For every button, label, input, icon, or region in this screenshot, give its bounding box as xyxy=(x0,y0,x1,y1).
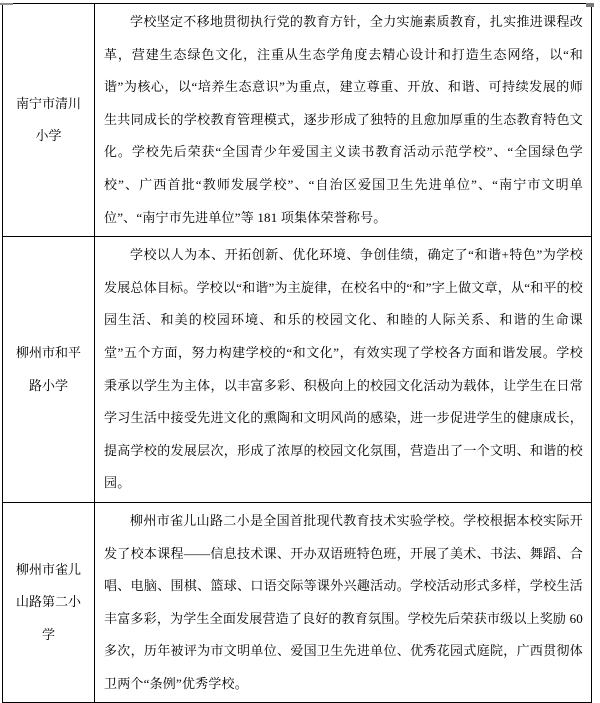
school-name: 柳州市和平路小学 xyxy=(15,345,81,393)
crop-artifact-left xyxy=(0,3,13,5)
school-description-cell xyxy=(95,237,592,503)
school-description: 柳州市雀儿山路二小是全国首批现代教育技术实验学校。学校根据本校实际开发了校本课程——信息技术课、开办双语班特色班，开展了美术、书法、舞蹈、合唱、电脑、围棋、篮球、口语交际等课外兴趣活动。学校活动形式多样，学校生活丰富多彩，为学生全面发展营造了良好的教育氛围。学校先后荣获市级以上奖励 60 多次，历年被评为市文明单位、爱国卫生先进单位、优秀花园式庭院，广西贯彻体卫两个“条例”优秀学校。 xyxy=(104,512,583,691)
table-row xyxy=(3,4,592,237)
school-name-cell xyxy=(3,4,95,237)
school-name-cell xyxy=(3,237,95,503)
crop-artifact-right xyxy=(586,3,594,7)
school-description: 学校以人为本、开拓创新、优化环境、争创佳绩，确定了“和谐+特色”为学校发展总体目标。学校以“和谐”为主旋律，在校名中的“和”字上做文章，从“和平的校园生活、和美的校园环境、和乐的校园文化、和睦的人际关系、和谐的生命课堂”五个方面，努力构建学校的“和文化”，有效实现了学校各方面和谐发展。学校秉承以学生为主体，以丰富多彩、积极向上的校园文化活动为载体，让学生在日常学习生活中接受先进文化的熏陶和文明风尚的感染，进一步促进学生的健康成长，提高学校的发展层次，形成了浓厚的校园文化氛围，营造出了一个文明、和谐的校园。 xyxy=(104,247,583,491)
table-row xyxy=(3,237,592,503)
school-info-table xyxy=(2,3,592,703)
school-name: 柳州市雀儿山路第二小学 xyxy=(15,561,81,642)
school-description-cell xyxy=(95,4,592,237)
school-name: 南宁市清川小学 xyxy=(15,95,81,144)
school-description: 学校坚定不移地贯彻执行党的教育方针，全力实施素质教育，扎实推进课程改革，营建生态绿色文化，注重从生态学角度去精心设计和打造生态网络，以“和谐”为核心，以“培养生态意识”为重点，建立尊重、开放、和谐、可持续发展的师生共同成长的学校教育管理模式，逐步形成了独特的且愈加厚重的生态教育特色文化。学校先后荣获“全国青少年爱国主义读书教育活动示范学校”、“全国绿色学校”、广西首批“教师发展学校”、“自治区爱国卫生先进单位”、“南宁市文明单位”、“南宁市先进单位”等 181 项集体荣誉称号。 xyxy=(104,14,583,225)
